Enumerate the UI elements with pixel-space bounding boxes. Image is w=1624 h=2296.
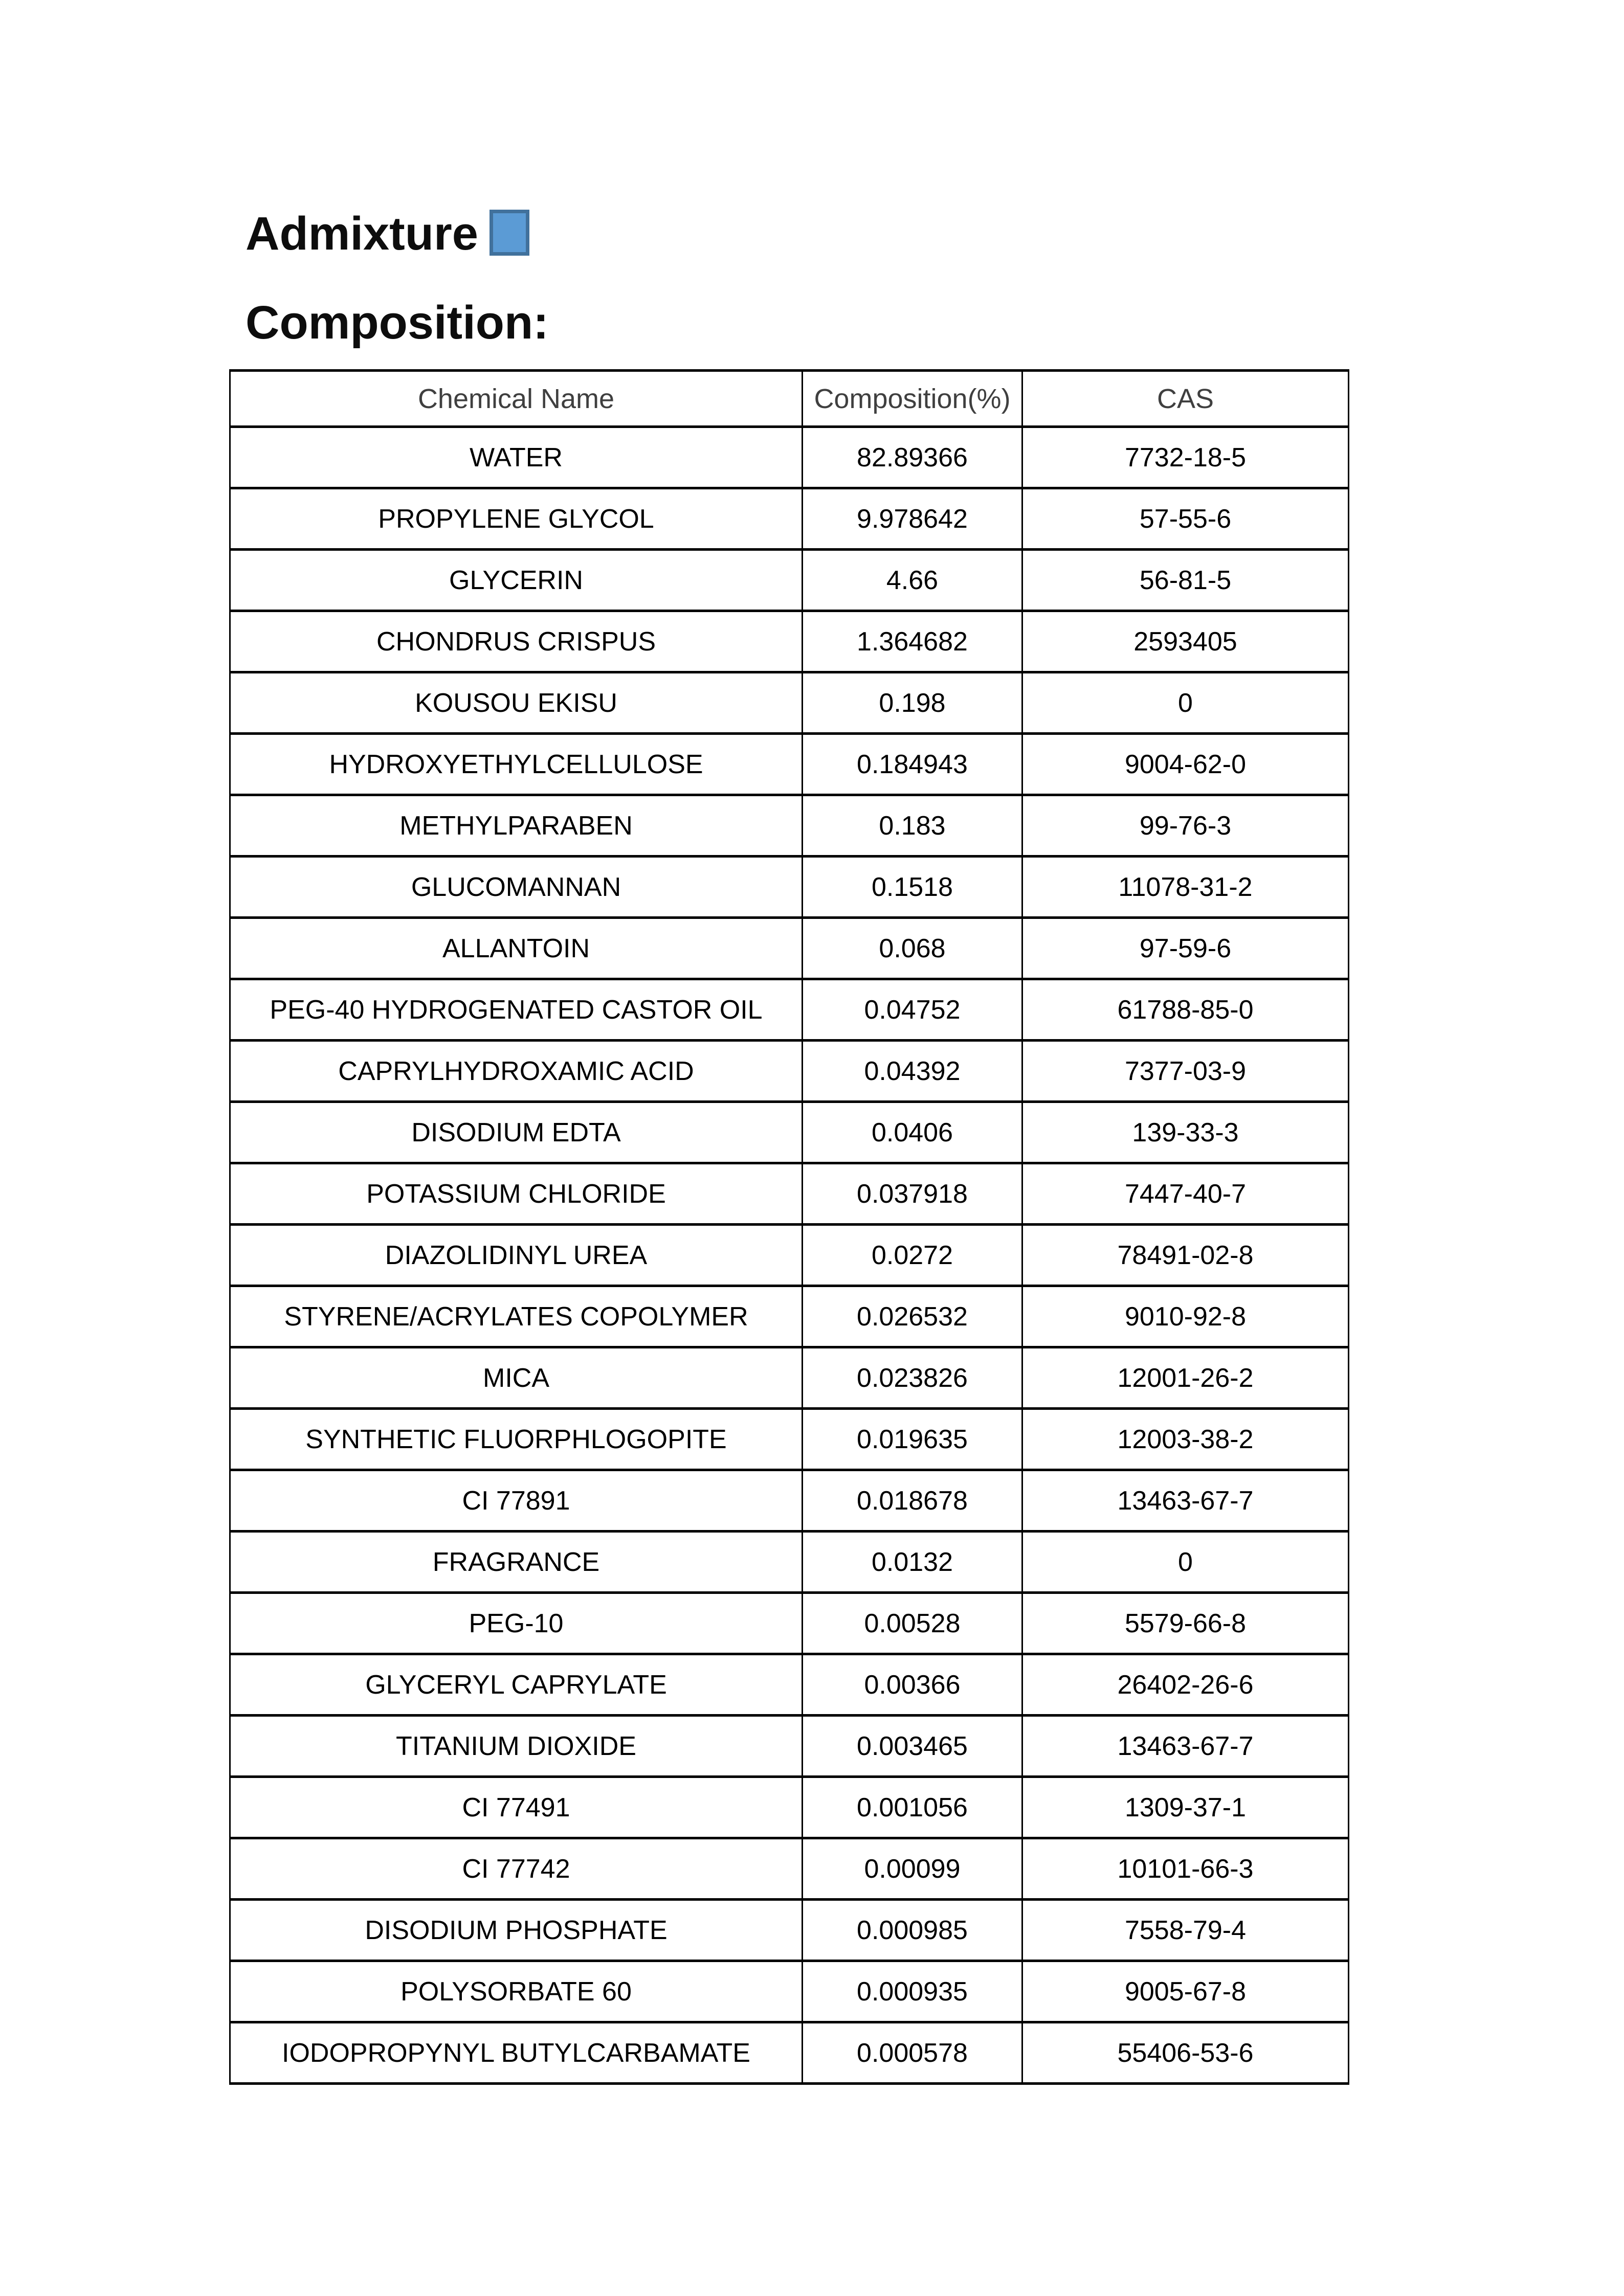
table-row bbox=[230, 1347, 1349, 1409]
column-header-cas: CAS bbox=[1022, 371, 1349, 427]
table-row bbox=[230, 1777, 1349, 1838]
cell-composition: 0.00366 bbox=[803, 1654, 1022, 1716]
cell-cas: 7558-79-4 bbox=[1022, 1900, 1349, 1961]
cell-chemical-name: CI 77491 bbox=[230, 1777, 803, 1838]
cell-cas: 57-55-6 bbox=[1022, 488, 1349, 550]
cell-chemical-name: CAPRYLHYDROXAMIC ACID bbox=[230, 1041, 803, 1102]
cell-chemical-name: DISODIUM PHOSPHATE bbox=[230, 1900, 803, 1961]
table-row bbox=[230, 1041, 1349, 1102]
cell-cas: 5579-66-8 bbox=[1022, 1593, 1349, 1654]
cell-composition: 0.018678 bbox=[803, 1470, 1022, 1532]
cell-composition: 0.000578 bbox=[803, 2022, 1022, 2084]
cell-composition: 0.198 bbox=[803, 672, 1022, 734]
composition-table bbox=[229, 369, 1349, 2085]
cell-composition: 9.978642 bbox=[803, 488, 1022, 550]
cell-chemical-name: METHYLPARABEN bbox=[230, 795, 803, 857]
cell-chemical-name: WATER bbox=[230, 427, 803, 488]
cell-composition: 0.026532 bbox=[803, 1286, 1022, 1347]
cell-cas: 0 bbox=[1022, 672, 1349, 734]
cell-composition: 0.0406 bbox=[803, 1102, 1022, 1163]
table-row bbox=[230, 1716, 1349, 1777]
cell-cas: 61788-85-0 bbox=[1022, 979, 1349, 1041]
embedded-shape bbox=[490, 210, 529, 256]
cell-composition: 0.183 bbox=[803, 795, 1022, 857]
table-row bbox=[230, 1961, 1349, 2022]
table-row bbox=[230, 918, 1349, 979]
cell-composition: 82.89366 bbox=[803, 427, 1022, 488]
table-row bbox=[230, 857, 1349, 918]
table-row bbox=[230, 611, 1349, 672]
table-row bbox=[230, 1838, 1349, 1900]
cell-composition: 0.019635 bbox=[803, 1409, 1022, 1470]
table-row bbox=[230, 672, 1349, 734]
cell-chemical-name: DISODIUM EDTA bbox=[230, 1102, 803, 1163]
cell-chemical-name: PROPYLENE GLYCOL bbox=[230, 488, 803, 550]
cell-composition: 0.000935 bbox=[803, 1961, 1022, 2022]
section-heading: Composition: bbox=[246, 297, 549, 349]
cell-composition: 0.00099 bbox=[803, 1838, 1022, 1900]
cell-composition: 0.0132 bbox=[803, 1532, 1022, 1593]
cell-composition: 4.66 bbox=[803, 550, 1022, 611]
cell-chemical-name: SYNTHETIC FLUORPHLOGOPITE bbox=[230, 1409, 803, 1470]
table-row bbox=[230, 1102, 1349, 1163]
table-body bbox=[230, 427, 1349, 2084]
table-row bbox=[230, 427, 1349, 488]
cell-chemical-name: GLYCERIN bbox=[230, 550, 803, 611]
cell-chemical-name: DIAZOLIDINYL UREA bbox=[230, 1225, 803, 1286]
table-row bbox=[230, 979, 1349, 1041]
cell-cas: 13463-67-7 bbox=[1022, 1716, 1349, 1777]
cell-cas: 55406-53-6 bbox=[1022, 2022, 1349, 2084]
cell-composition: 0.068 bbox=[803, 918, 1022, 979]
document-title bbox=[246, 208, 529, 260]
cell-chemical-name: PEG-40 HYDROGENATED CASTOR OIL bbox=[230, 979, 803, 1041]
cell-chemical-name: GLUCOMANNAN bbox=[230, 857, 803, 918]
table-row bbox=[230, 2022, 1349, 2084]
cell-cas: 0 bbox=[1022, 1532, 1349, 1593]
table-row bbox=[230, 1225, 1349, 1286]
cell-cas: 2593405 bbox=[1022, 611, 1349, 672]
table-header-row bbox=[230, 371, 1349, 427]
cell-cas: 9010-92-8 bbox=[1022, 1286, 1349, 1347]
cell-composition: 0.001056 bbox=[803, 1777, 1022, 1838]
cell-cas: 12001-26-2 bbox=[1022, 1347, 1349, 1409]
cell-cas: 7732-18-5 bbox=[1022, 427, 1349, 488]
cell-composition: 0.184943 bbox=[803, 734, 1022, 795]
table-row bbox=[230, 795, 1349, 857]
cell-cas: 13463-67-7 bbox=[1022, 1470, 1349, 1532]
column-header-composition: Composition(%) bbox=[803, 371, 1022, 427]
table-row bbox=[230, 1593, 1349, 1654]
table-row bbox=[230, 1470, 1349, 1532]
table-row bbox=[230, 488, 1349, 550]
cell-chemical-name: PEG-10 bbox=[230, 1593, 803, 1654]
cell-cas: 78491-02-8 bbox=[1022, 1225, 1349, 1286]
table-row bbox=[230, 734, 1349, 795]
cell-composition: 0.04392 bbox=[803, 1041, 1022, 1102]
table-row bbox=[230, 1163, 1349, 1225]
cell-cas: 26402-26-6 bbox=[1022, 1654, 1349, 1716]
cell-cas: 11078-31-2 bbox=[1022, 857, 1349, 918]
cell-chemical-name: MICA bbox=[230, 1347, 803, 1409]
cell-chemical-name: POTASSIUM CHLORIDE bbox=[230, 1163, 803, 1225]
cell-chemical-name: CI 77742 bbox=[230, 1838, 803, 1900]
cell-composition: 0.000985 bbox=[803, 1900, 1022, 1961]
cell-cas: 12003-38-2 bbox=[1022, 1409, 1349, 1470]
cell-cas: 7447-40-7 bbox=[1022, 1163, 1349, 1225]
cell-composition: 0.0272 bbox=[803, 1225, 1022, 1286]
cell-cas: 9005-67-8 bbox=[1022, 1961, 1349, 2022]
cell-cas: 56-81-5 bbox=[1022, 550, 1349, 611]
cell-chemical-name: IODOPROPYNYL BUTYLCARBAMATE bbox=[230, 2022, 803, 2084]
cell-chemical-name: STYRENE/ACRYLATES COPOLYMER bbox=[230, 1286, 803, 1347]
table-row bbox=[230, 1286, 1349, 1347]
cell-cas: 139-33-3 bbox=[1022, 1102, 1349, 1163]
cell-cas: 9004-62-0 bbox=[1022, 734, 1349, 795]
table-row bbox=[230, 1900, 1349, 1961]
cell-chemical-name: TITANIUM DIOXIDE bbox=[230, 1716, 803, 1777]
table-row bbox=[230, 550, 1349, 611]
table-row bbox=[230, 1409, 1349, 1470]
cell-composition: 0.04752 bbox=[803, 979, 1022, 1041]
cell-cas: 99-76-3 bbox=[1022, 795, 1349, 857]
cell-chemical-name: ALLANTOIN bbox=[230, 918, 803, 979]
cell-composition: 0.037918 bbox=[803, 1163, 1022, 1225]
cell-chemical-name: CHONDRUS CRISPUS bbox=[230, 611, 803, 672]
cell-composition: 1.364682 bbox=[803, 611, 1022, 672]
cell-composition: 0.003465 bbox=[803, 1716, 1022, 1777]
table-row bbox=[230, 1654, 1349, 1716]
cell-chemical-name: KOUSOU EKISU bbox=[230, 672, 803, 734]
cell-composition: 0.1518 bbox=[803, 857, 1022, 918]
cell-chemical-name: CI 77891 bbox=[230, 1470, 803, 1532]
cell-chemical-name: FRAGRANCE bbox=[230, 1532, 803, 1593]
column-header-chemical-name: Chemical Name bbox=[230, 371, 803, 427]
cell-chemical-name: POLYSORBATE 60 bbox=[230, 1961, 803, 2022]
table-row bbox=[230, 1532, 1349, 1593]
cell-chemical-name: HYDROXYETHYLCELLULOSE bbox=[230, 734, 803, 795]
cell-chemical-name: GLYCERYL CAPRYLATE bbox=[230, 1654, 803, 1716]
cell-cas: 10101-66-3 bbox=[1022, 1838, 1349, 1900]
cell-cas: 97-59-6 bbox=[1022, 918, 1349, 979]
cell-cas: 1309-37-1 bbox=[1022, 1777, 1349, 1838]
cell-composition: 0.023826 bbox=[803, 1347, 1022, 1409]
document-title-text: Admixture bbox=[246, 208, 478, 260]
cell-cas: 7377-03-9 bbox=[1022, 1041, 1349, 1102]
cell-composition: 0.00528 bbox=[803, 1593, 1022, 1654]
